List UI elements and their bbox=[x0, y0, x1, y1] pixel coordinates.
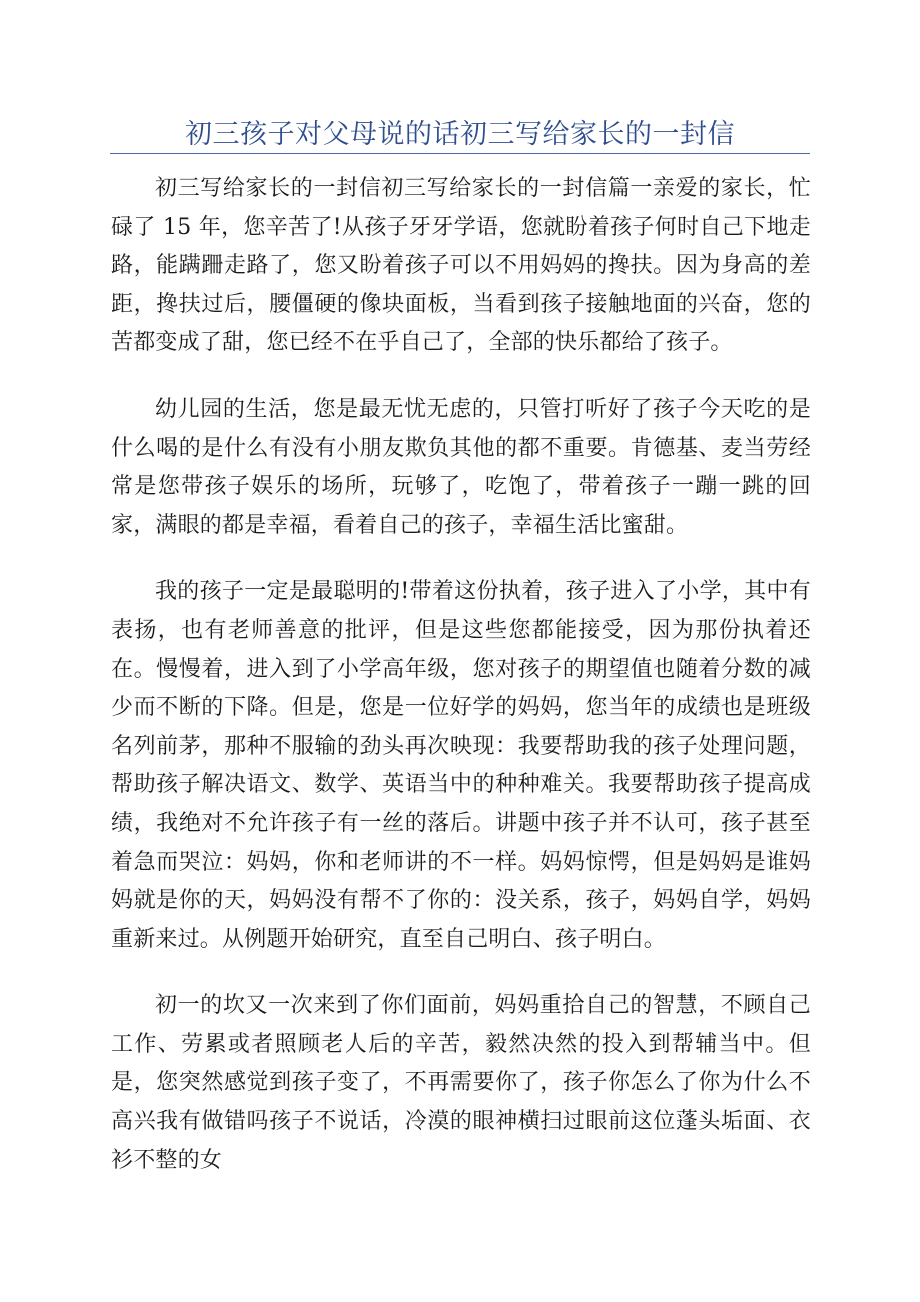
title-divider bbox=[110, 153, 810, 154]
paragraph-3: 我的孩子一定是最聪明的!带着这份执着，孩子进入了小学，其中有表扬，也有老师善意的批评，但是这些您都能接受，因为那份执着还在。慢慢着，进入到了小学高年级，您对孩子的期望值也随着分数的减少而不断的下降。但是，您是一位好学的妈妈，您当年的成绩也是班级名列前茅，那种不服输的劲头再次映现：我要帮助我的孩子处理问题，帮助孩子解决语文、数学、英语当中的种种难关。我要帮助孩子提高成绩，我绝对不允许孩子有一丝的落后。讲题中孩子并不认可，孩子甚至着急而哭泣：妈妈，你和老师讲的不一样。妈妈惊愕，但是妈妈是谁妈妈就是你的天，妈妈没有帮不了你的：没关系，孩子，妈妈自学，妈妈重新来过。从例题开始研究，直至自己明白、孩子明白。 bbox=[111, 579, 811, 952]
paragraph-1: 初三写给家长的一封信初三写给家长的一封信篇一亲爱的家长，忙碌了 15 年，您辛苦了!从孩子牙牙学语，您就盼着孩子何时自己下地走路，能蹒跚走路了，您又盼着孩子可以不用妈妈的搀扶。因为身高的差距，搀扶过后，腰僵硬的像块面板，当看到孩子接触地面的兴奋，您的苦都变成了甜，您已经不在乎自己了，全部的快乐都给了孩子。 bbox=[111, 176, 811, 356]
document-body bbox=[111, 170, 811, 1180]
page-title: 初三孩子对父母说的话初三写给家长的一封信 bbox=[185, 119, 735, 150]
paragraph-4: 初一的坎又一次来到了你们面前，妈妈重拾自己的智慧，不顾自己工作、劳累或者照顾老人后的辛苦，毅然决然的投入到帮辅当中。但是，您突然感觉到孩子变了，不再需要你了，孩子你怎么了你为什么不高兴我有做错吗孩子不说话，冷漠的眼神横扫过眼前这位蓬头垢面、衣衫不整的女 bbox=[111, 993, 811, 1173]
paragraph-2: 幼儿园的生活，您是最无忧无虑的，只管打听好了孩子今天吃的是什么喝的是什么有没有小朋友欺负其他的都不重要。肯德基、麦当劳经常是您带孩子娱乐的场所，玩够了，吃饱了，带着孩子一蹦一跳的回家，满眼的都是幸福，看着自己的孩子，幸福生活比蜜甜。 bbox=[111, 396, 811, 538]
